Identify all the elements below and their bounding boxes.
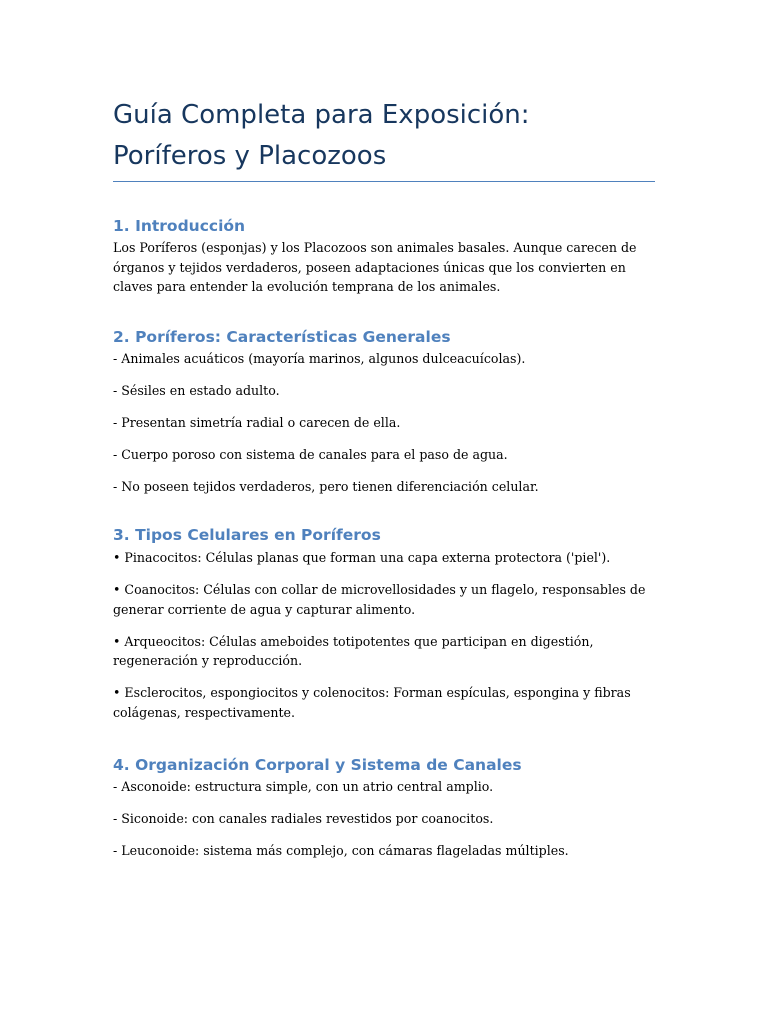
document-title-line-2: Poríferos y Placozoos <box>113 141 387 171</box>
section-caracteristicas-generales <box>113 327 655 497</box>
item-list <box>113 349 655 497</box>
section-heading: 3. Tipos Celulares en Poríferos <box>113 526 381 544</box>
section-heading: 4. Organización Corporal y Sistema de Canales <box>113 756 522 774</box>
list-item: - Siconoide: con canales radiales revestidos por coanocitos. <box>113 811 494 826</box>
section-paragraph: Los Poríferos (esponjas) y los Placozoos son animales basales. Aunque carecen de órganos y tejidos verdaderos, poseen adaptaciones únicas que los convierten en claves para entender la evolución temprana de los animales. <box>113 240 637 294</box>
list-item: • Esclerocitos, espongiocitos y colenocitos: Forman espículas, espongina y fibras colágenas, respectivamente. <box>113 685 631 720</box>
document-title-line-1: Guía Completa para Exposición: <box>113 100 530 130</box>
document-body <box>113 95 655 861</box>
list-item: - No poseen tejidos verdaderos, pero tienen diferenciación celular. <box>113 478 539 494</box>
list-item: • Arqueocitos: Células ameboides totipotentes que participan en digestión, regeneración y reproducción. <box>113 633 594 668</box>
document-title <box>113 95 655 182</box>
list-item: - Sésiles en estado adulto. <box>113 382 280 398</box>
item-list <box>113 777 655 861</box>
list-item: - Animales acuáticos (mayoría marinos, algunos dulceacuícolas). <box>113 350 526 366</box>
list-item: • Coanocitos: Células con collar de microvellosidades y un flagelo, responsables de generar corriente de agua y capturar alimento. <box>113 582 646 617</box>
list-item: - Cuerpo poroso con sistema de canales para el paso de agua. <box>113 446 508 462</box>
item-list <box>113 548 655 722</box>
list-item: - Asconoide: estructura simple, con un atrio central amplio. <box>113 779 494 794</box>
list-item: - Leuconoide: sistema más complejo, con cámaras flageladas múltiples. <box>113 843 569 858</box>
section-heading: 1. Introducción <box>113 217 246 235</box>
section-heading: 2. Poríferos: Características Generales <box>113 327 451 346</box>
section-tipos-celulares <box>113 525 655 722</box>
list-item: • Pinacocitos: Células planas que forman una capa externa protectora ('piel'). <box>113 550 611 565</box>
section-organizacion-corporal <box>113 755 655 861</box>
section-introduccion <box>113 216 655 297</box>
list-item: - Presentan simetría radial o carecen de ella. <box>113 414 401 430</box>
